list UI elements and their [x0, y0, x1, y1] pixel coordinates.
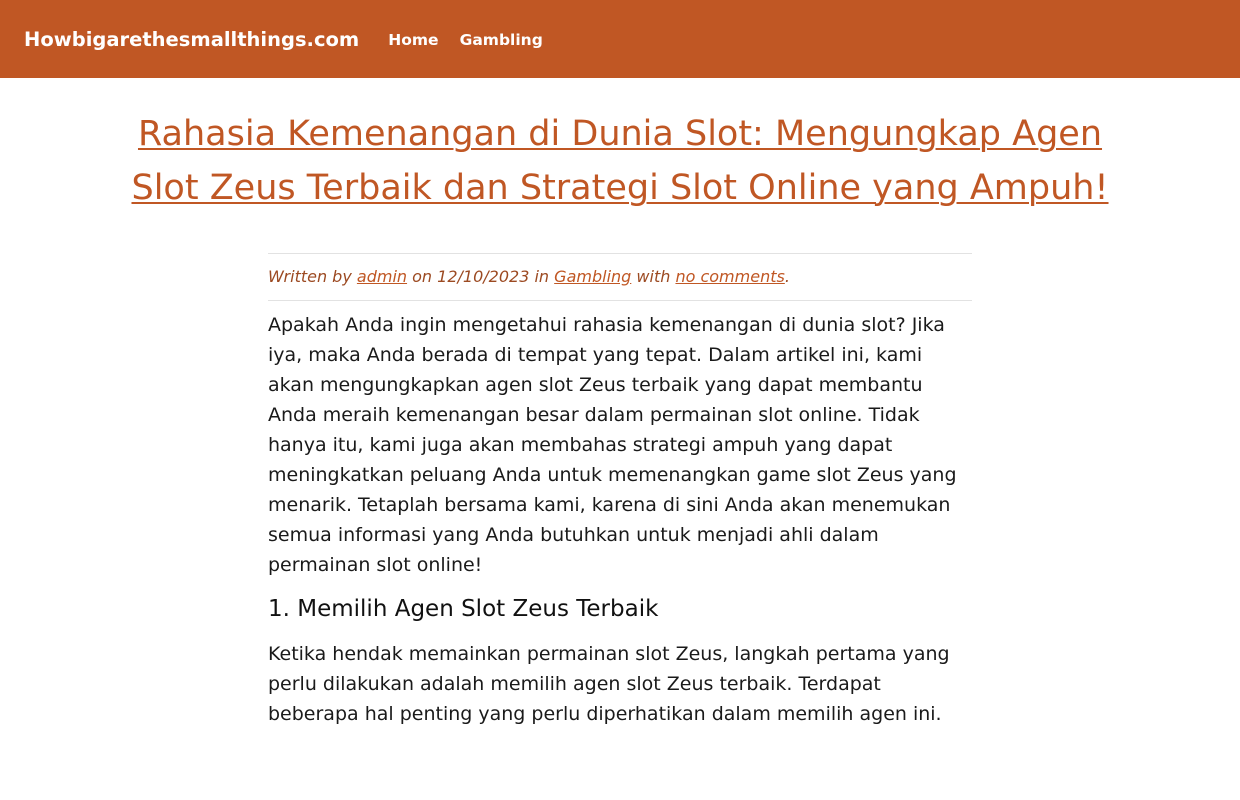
meta-date: 12/10/2023: [437, 267, 530, 286]
meta-written-by: Written by: [268, 267, 352, 286]
meta-author-link[interactable]: admin: [356, 267, 408, 286]
nav-item-home[interactable]: Home: [388, 30, 439, 49]
meta-in: in: [534, 267, 550, 286]
section-paragraph: Ketika hendak memainkan permainan slot Zeus, langkah pertama yang perlu dilakukan adalah memilih agen slot Zeus terbaik. Terdapat beberapa hal penting yang perlu diperhatikan dalam memilih agen ini.: [268, 643, 950, 725]
section-heading: 1. Memilih Agen Slot Zeus Terbaik: [268, 596, 659, 622]
site-logo-link[interactable]: Howbigarethesmallthings.com: [24, 27, 360, 51]
post-title-link[interactable]: Rahasia Kemenangan di Dunia Slot: Mengungkap Agen Slot Zeus Terbaik dan Strategi Slot Online yang Ampuh!: [131, 114, 1109, 208]
post-meta: [268, 253, 972, 301]
meta-period: .: [784, 267, 790, 286]
meta-comments-link[interactable]: no comments: [675, 267, 785, 286]
post-content: [268, 253, 972, 729]
post-title-container: [120, 107, 1120, 215]
post-intro-paragraph: Apakah Anda ingin mengetahui rahasia kemenangan di dunia slot? Jika iya, maka Anda berada di tempat yang tepat. Dalam artikel ini, kami akan mengungkapkan agen slot Zeus terbaik yang dapat membantu Anda meraih kemenangan besar dalam permainan slot online. Tidak hanya itu, kami juga akan membahas strategi ampuh yang dapat meningkatkan peluang Anda untuk memenangkan game slot Zeus yang menarik. Tetaplah bersama kami, karena di sini Anda akan menemukan semua informasi yang Anda butuhkan untuk menjadi ahli dalam permainan slot online!: [268, 314, 957, 576]
meta-on: on: [412, 267, 433, 286]
meta-category-link[interactable]: Gambling: [554, 267, 632, 286]
meta-with: with: [636, 267, 671, 286]
site-header: [0, 0, 1240, 78]
main-nav: [388, 30, 559, 49]
nav-item-gambling[interactable]: Gambling: [459, 30, 543, 49]
